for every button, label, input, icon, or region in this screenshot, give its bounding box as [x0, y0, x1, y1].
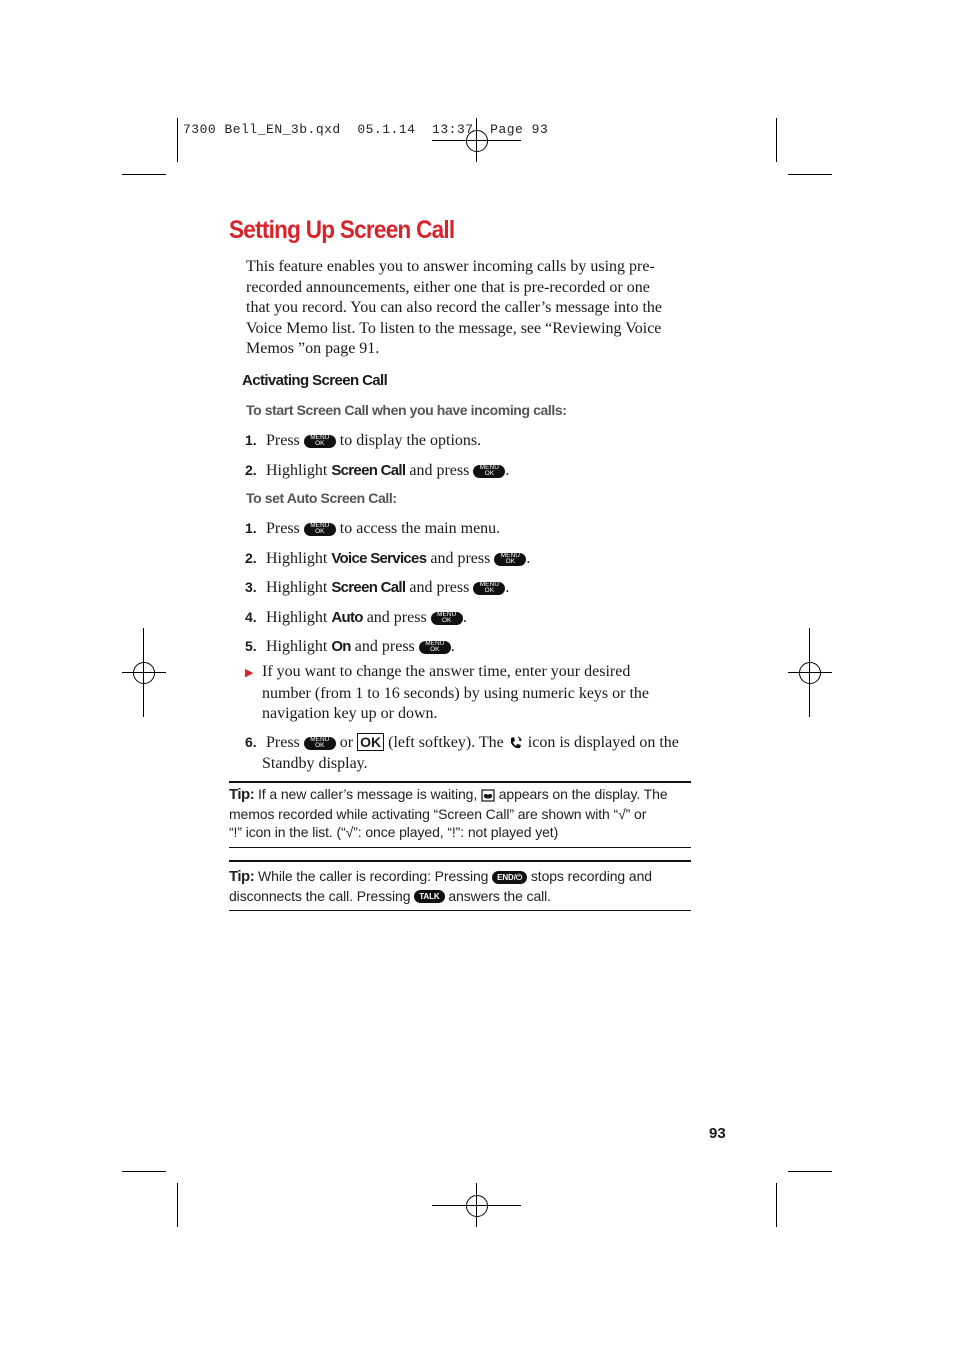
group1-step-1: 1. Press MENU OK to display the options.: [245, 432, 482, 449]
tip-2: Tip: While the caller is recording: Pressing END/⏻ stops recording and disconnects the call. Pressing TALK answers the call.: [229, 868, 652, 904]
tip2-top-rule: [229, 860, 691, 862]
menu-ok-key-icon: MENU OK: [473, 465, 505, 478]
section-heading: Activating Screen Call: [242, 372, 388, 389]
page-number: 93: [709, 1125, 726, 1142]
end-power-key-icon: END/⏻: [492, 871, 527, 884]
group2-step-3: 3. Highlight Screen Call and press MENU OK .: [245, 579, 510, 596]
tip1-bottom-rule: [229, 847, 691, 848]
group2-step-1: 1. Press MENU OK to access the main menu.: [245, 520, 501, 537]
tip1-top-rule: [229, 781, 691, 783]
tip-1: Tip: If a new caller’s message is waiting, appears on the display. The memos recorded while activating “Screen Call” are shown with “√” or “!” icon in the list. (“√”: once played, “!”: not played yet): [229, 786, 668, 840]
tip2-bottom-rule: [229, 910, 691, 911]
menu-ok-key-icon: MENU OK: [494, 553, 526, 566]
menu-ok-key-icon: MENU OK: [304, 523, 336, 536]
voice-memo-icon: [481, 789, 495, 802]
talk-key-icon: TALK: [414, 890, 444, 903]
ok-softkey-icon: OK: [357, 733, 384, 751]
group2-note: ▶ If you want to change the answer time, enter your desired number (from 1 to 16 seconds) by using numeric keys or the navigation key up or down.: [245, 663, 650, 722]
group2-step-6: 6. Press MENU OK or OK (left softkey). The icon is displayed on the Standby display.: [245, 734, 679, 772]
group2-step-4: 4. Highlight Auto and press MENU OK .: [245, 609, 467, 626]
menu-ok-key-icon: MENU OK: [304, 737, 336, 750]
bullet-triangle-icon: ▶: [245, 667, 254, 679]
group2-step-2: 2. Highlight Voice Services and press MENU OK .: [245, 550, 531, 567]
menu-ok-key-icon: MENU OK: [304, 435, 336, 448]
group2-lead: To set Auto Screen Call:: [246, 490, 397, 506]
group1-step-2: 2. Highlight Screen Call and press MENU OK .: [245, 462, 510, 479]
page-title: Setting Up Screen Call: [229, 216, 455, 244]
group1-lead: To start Screen Call when you have incoming calls:: [246, 402, 567, 418]
screen-call-icon: [508, 735, 524, 751]
print-slug: 7300 Bell_EN_3b.qxd 05.1.14 13:37 Page 93: [183, 122, 549, 137]
menu-ok-key-icon: MENU OK: [419, 641, 451, 654]
group2-step-5: 5. Highlight On and press MENU OK .: [245, 638, 455, 655]
intro-paragraph: This feature enables you to answer incoming calls by using pre- recorded announcements, either one that is pre-recorded or one that you record. You can also record the caller’s message into the Voice Memo list. To listen to the message, see “Reviewing Voice Memos ”on page 91.: [246, 258, 663, 357]
menu-ok-key-icon: MENU OK: [473, 582, 505, 595]
menu-ok-key-icon: MENU OK: [431, 612, 463, 625]
